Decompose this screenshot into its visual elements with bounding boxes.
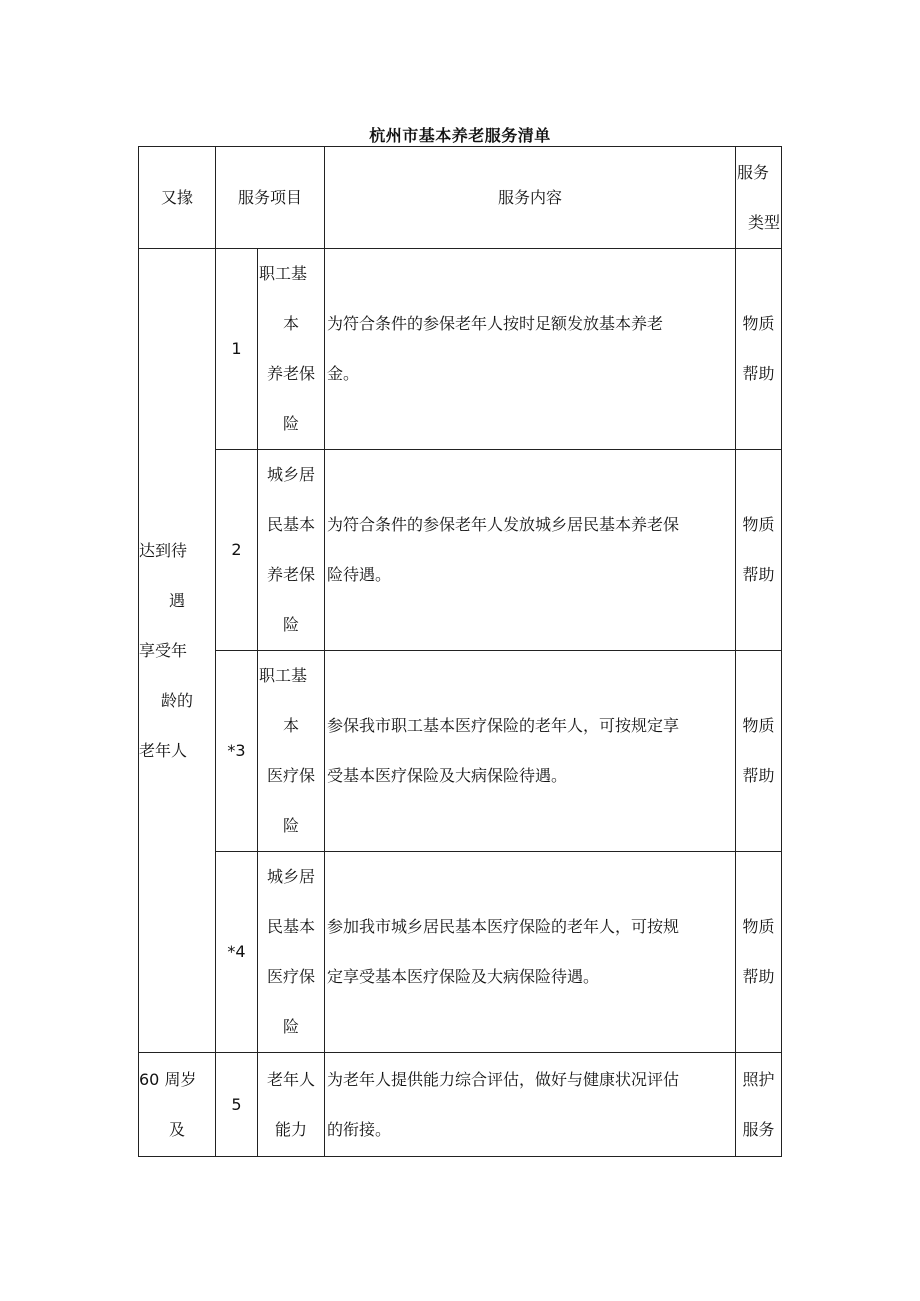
- category-line: 60 周岁: [139, 1069, 197, 1089]
- item-line: 本: [283, 314, 300, 333]
- content-line: 的衔接。: [327, 1119, 392, 1139]
- content-line: 险待遇。: [327, 565, 392, 584]
- content-line: 参保我市职工基本医疗保险的老年人，可按规定享: [327, 716, 680, 735]
- table-row: [139, 852, 782, 1053]
- header-service-type: [736, 147, 782, 249]
- category-line: 老年人: [139, 740, 188, 760]
- service-type-cell: [736, 249, 782, 450]
- item-line: 职工基: [259, 666, 308, 685]
- header-service-item: 服务项目: [216, 147, 325, 249]
- content-line: 为老年人提供能力综合评估，做好与健康状况评估: [327, 1069, 680, 1089]
- table-row: [139, 450, 782, 651]
- service-content-cell: [325, 450, 736, 651]
- type-line: 帮助: [742, 565, 775, 584]
- header-category: 又掾: [139, 147, 216, 249]
- type-line: 服务: [742, 1119, 775, 1139]
- item-line: 民基本: [267, 917, 316, 936]
- table-row: [139, 249, 782, 450]
- type-line: 帮助: [742, 364, 775, 383]
- type-line: 照护: [742, 1069, 775, 1089]
- item-line: 医疗保: [267, 766, 316, 785]
- content-line: 受基本医疗保险及大病保险待遇。: [327, 766, 568, 785]
- header-type-line2: 类型: [748, 212, 781, 232]
- table-header-row: [139, 147, 782, 249]
- table-row: [139, 651, 782, 852]
- item-line: 医疗保: [267, 967, 316, 986]
- row-number: 5: [216, 1053, 258, 1157]
- item-line: 本: [283, 716, 300, 735]
- service-type-cell: [736, 852, 782, 1053]
- type-line: 物质: [742, 917, 775, 936]
- category-line: 遇: [168, 590, 185, 610]
- item-line: 老年人: [267, 1069, 316, 1089]
- service-item-cell: [258, 1053, 325, 1157]
- item-line: 险: [283, 414, 300, 433]
- item-line: 能力: [275, 1119, 308, 1139]
- category-line: 享受年: [139, 640, 188, 660]
- service-type-cell: [736, 651, 782, 852]
- item-line: 险: [283, 1017, 300, 1036]
- type-line: 帮助: [742, 967, 775, 986]
- service-item-cell: [258, 249, 325, 450]
- service-type-cell: [736, 450, 782, 651]
- category-line: 及: [168, 1119, 185, 1139]
- item-line: 养老保: [267, 364, 316, 383]
- table-row: [139, 1053, 782, 1157]
- category-cell-age-60: [139, 1053, 216, 1157]
- item-line: 城乡居: [267, 465, 316, 484]
- service-content-cell: [325, 249, 736, 450]
- header-type-line1: 服务: [737, 162, 770, 182]
- type-line: 帮助: [742, 766, 775, 785]
- row-number: 2: [216, 450, 258, 651]
- service-item-cell: [258, 450, 325, 651]
- item-line: 险: [283, 615, 300, 634]
- item-line: 职工基: [259, 264, 308, 283]
- header-service-content: 服务内容: [325, 147, 736, 249]
- service-content-cell: [325, 651, 736, 852]
- row-number: *3: [216, 651, 258, 852]
- category-cell-retirement-age: [139, 249, 216, 1053]
- service-content-cell: [325, 1053, 736, 1157]
- content-line: 参加我市城乡居民基本医疗保险的老年人，可按规: [327, 917, 680, 936]
- service-type-cell: [736, 1053, 782, 1157]
- category-line: 达到待: [139, 540, 188, 560]
- type-line: 物质: [742, 515, 775, 534]
- row-number: *4: [216, 852, 258, 1053]
- content-line: 为符合条件的参保老年人按时足额发放基本养老: [327, 314, 664, 333]
- type-line: 物质: [742, 716, 775, 735]
- content-line: 金。: [327, 364, 360, 383]
- content-line: 为符合条件的参保老年人发放城乡居民基本养老保: [327, 515, 680, 534]
- row-number: 1: [216, 249, 258, 450]
- item-line: 城乡居: [267, 867, 316, 886]
- content-line: 定享受基本医疗保险及大病保险待遇。: [327, 967, 600, 986]
- item-line: 养老保: [267, 565, 316, 584]
- service-item-cell: [258, 852, 325, 1053]
- type-line: 物质: [742, 314, 775, 333]
- service-content-cell: [325, 852, 736, 1053]
- service-item-cell: [258, 651, 325, 852]
- service-table: [138, 146, 782, 1157]
- category-line: 龄的: [160, 690, 193, 710]
- item-line: 民基本: [267, 515, 316, 534]
- item-line: 险: [283, 816, 300, 835]
- page-title: 杭州市基本养老服务清单: [369, 126, 551, 145]
